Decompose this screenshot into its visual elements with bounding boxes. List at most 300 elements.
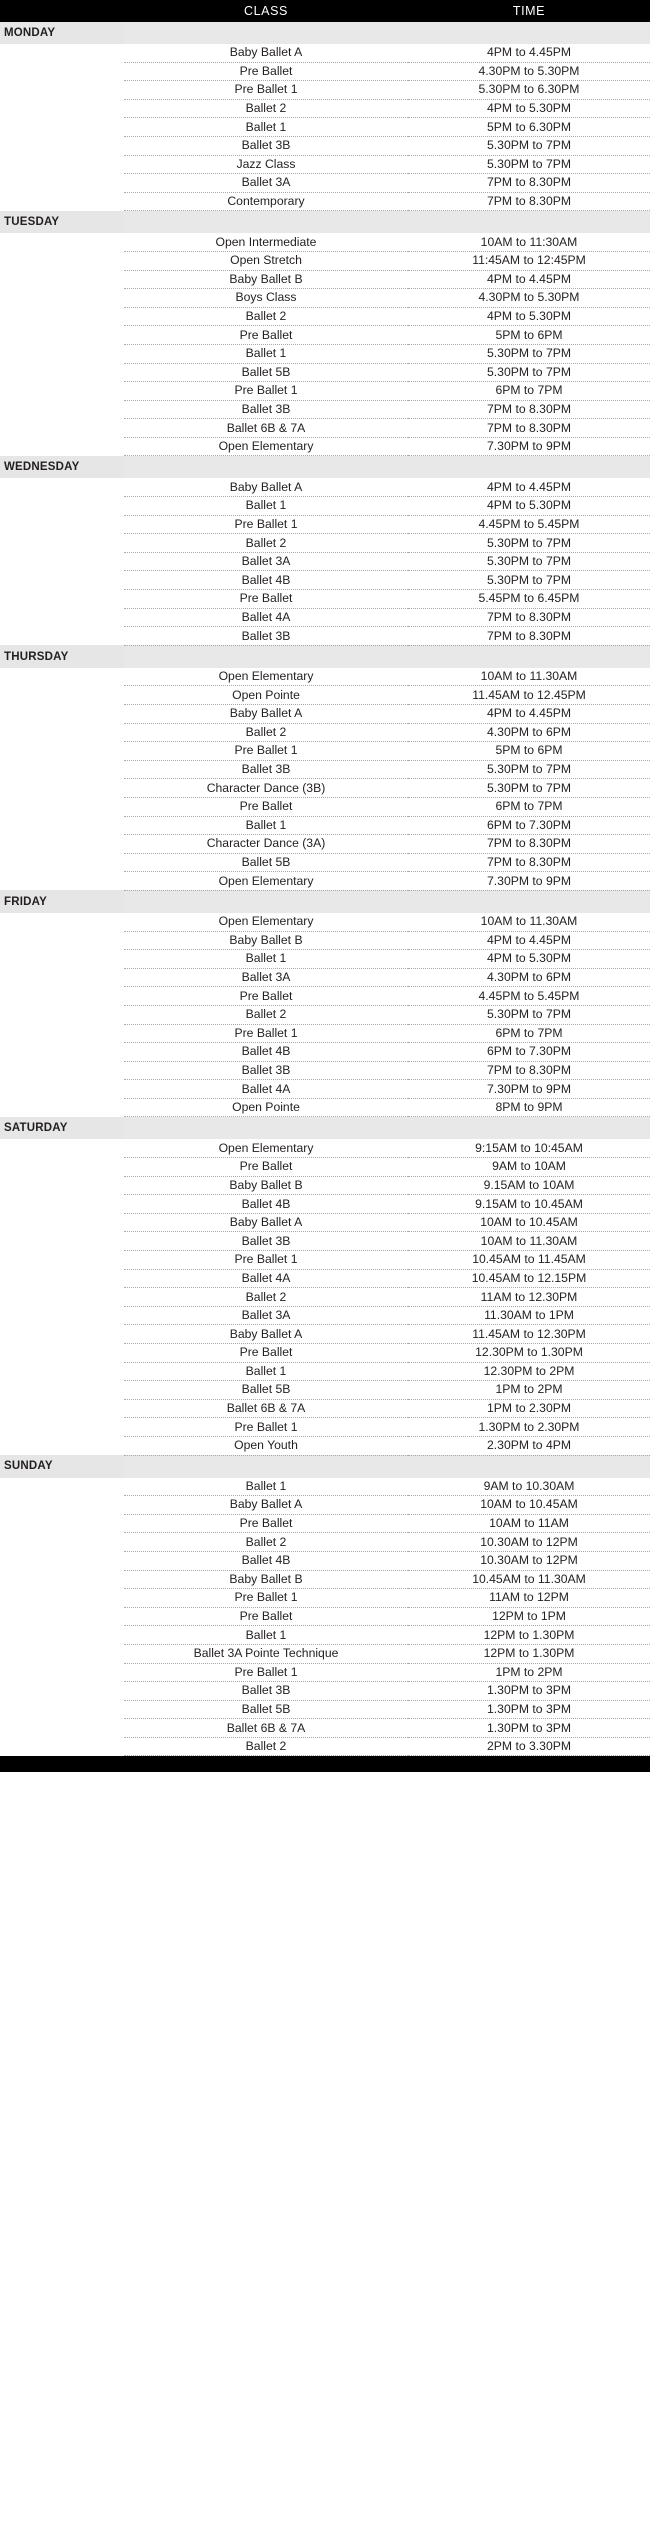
table-row: [0, 1626, 650, 1645]
table-row: [0, 1061, 650, 1080]
class-name-cell: Ballet 3B: [124, 1232, 408, 1251]
row-day-spacer: [0, 136, 124, 155]
class-time-cell: 4.45PM to 5.45PM: [408, 987, 650, 1006]
row-day-spacer: [0, 1269, 124, 1288]
class-name-cell: Baby Ballet B: [124, 270, 408, 289]
class-name-cell: Open Elementary: [124, 913, 408, 931]
class-time-cell: 4PM to 4.45PM: [408, 478, 650, 496]
row-day-spacer: [0, 571, 124, 590]
row-day-spacer: [0, 1024, 124, 1043]
class-name-cell: Baby Ballet A: [124, 705, 408, 724]
class-name-cell: Ballet 2: [124, 723, 408, 742]
table-row: [0, 1288, 650, 1307]
day-label: SUNDAY: [0, 1455, 124, 1478]
row-day-spacer: [0, 118, 124, 137]
class-name-cell: Ballet 4A: [124, 608, 408, 627]
row-day-spacer: [0, 1682, 124, 1701]
row-day-spacer: [0, 1325, 124, 1344]
day-band-time-fill: [408, 1455, 650, 1478]
row-day-spacer: [0, 950, 124, 969]
class-time-cell: 10AM to 11:30AM: [408, 233, 650, 251]
class-name-cell: Ballet 2: [124, 99, 408, 118]
class-time-cell: 7PM to 8.30PM: [408, 192, 650, 211]
row-day-spacer: [0, 1436, 124, 1455]
class-name-cell: Ballet 3A: [124, 1306, 408, 1325]
day-band-time-fill: [408, 1117, 650, 1140]
table-row: [0, 497, 650, 516]
class-time-cell: 10.45AM to 11.45AM: [408, 1251, 650, 1270]
class-name-cell: Ballet 3A: [124, 968, 408, 987]
class-name-cell: Ballet 4B: [124, 1195, 408, 1214]
class-name-cell: Ballet 2: [124, 307, 408, 326]
table-row: [0, 1139, 650, 1157]
class-name-cell: Baby Ballet A: [124, 1496, 408, 1515]
day-label: WEDNESDAY: [0, 456, 124, 479]
table-row: [0, 1024, 650, 1043]
class-name-cell: Ballet 3B: [124, 627, 408, 646]
table-row: [0, 233, 650, 251]
row-day-spacer: [0, 307, 124, 326]
table-row: [0, 1570, 650, 1589]
table-row: [0, 307, 650, 326]
class-time-cell: 5PM to 6PM: [408, 326, 650, 345]
row-day-spacer: [0, 1700, 124, 1719]
class-name-cell: Open Youth: [124, 1436, 408, 1455]
class-time-cell: 9:15AM to 10:45AM: [408, 1139, 650, 1157]
row-day-spacer: [0, 44, 124, 62]
class-time-cell: 5.30PM to 7PM: [408, 760, 650, 779]
class-time-cell: 11AM to 12PM: [408, 1589, 650, 1608]
class-time-cell: 10.45AM to 12.15PM: [408, 1269, 650, 1288]
row-day-spacer: [0, 363, 124, 382]
class-time-cell: 2PM to 3.30PM: [408, 1737, 650, 1756]
row-day-spacer: [0, 400, 124, 419]
class-time-cell: 4.30PM to 6PM: [408, 968, 650, 987]
table-row: [0, 1176, 650, 1195]
class-name-cell: Baby Ballet A: [124, 478, 408, 496]
class-time-cell: 10AM to 10.45AM: [408, 1213, 650, 1232]
table-row: [0, 118, 650, 137]
class-time-cell: 6PM to 7PM: [408, 1024, 650, 1043]
day-band-time-fill: [408, 645, 650, 668]
table-row: [0, 1306, 650, 1325]
class-time-cell: 5.45PM to 6.45PM: [408, 590, 650, 609]
class-time-cell: 10.30AM to 12PM: [408, 1551, 650, 1570]
class-name-cell: Ballet 3B: [124, 1061, 408, 1080]
column-header-day: [0, 0, 124, 22]
class-time-cell: 1PM to 2.30PM: [408, 1399, 650, 1418]
class-time-cell: 10.30AM to 12PM: [408, 1533, 650, 1552]
table-row: [0, 1478, 650, 1496]
class-time-cell: 2.30PM to 4PM: [408, 1436, 650, 1455]
day-label: FRIDAY: [0, 890, 124, 913]
class-time-cell: 5.30PM to 7PM: [408, 363, 650, 382]
row-day-spacer: [0, 1399, 124, 1418]
row-day-spacer: [0, 1362, 124, 1381]
class-time-cell: 7PM to 8.30PM: [408, 400, 650, 419]
class-name-cell: Pre Ballet 1: [124, 1418, 408, 1437]
table-row: [0, 1195, 650, 1214]
day-band-time-fill: [408, 456, 650, 479]
row-day-spacer: [0, 1381, 124, 1400]
class-time-cell: 11.30AM to 1PM: [408, 1306, 650, 1325]
table-row: [0, 1719, 650, 1738]
class-time-cell: 11:45AM to 12:45PM: [408, 251, 650, 270]
class-time-cell: 4.30PM to 6PM: [408, 723, 650, 742]
table-row: [0, 1399, 650, 1418]
class-time-cell: 7PM to 8.30PM: [408, 419, 650, 438]
class-name-cell: Ballet 2: [124, 1288, 408, 1307]
class-name-cell: Ballet 1: [124, 950, 408, 969]
table-row: [0, 1514, 650, 1533]
class-time-cell: 4PM to 4.45PM: [408, 270, 650, 289]
row-day-spacer: [0, 1344, 124, 1363]
class-name-cell: Pre Ballet 1: [124, 1589, 408, 1608]
row-day-spacer: [0, 779, 124, 798]
footer-row: [0, 1756, 650, 1773]
day-band-class-fill: [124, 456, 408, 479]
day-section-header: [0, 211, 650, 234]
table-row: [0, 81, 650, 100]
class-time-cell: 4PM to 4.45PM: [408, 44, 650, 62]
day-label: SATURDAY: [0, 1117, 124, 1140]
class-time-cell: 6PM to 7PM: [408, 382, 650, 401]
class-name-cell: Pre Ballet: [124, 1607, 408, 1626]
class-name-cell: Pre Ballet: [124, 797, 408, 816]
class-name-cell: Baby Ballet B: [124, 1570, 408, 1589]
class-name-cell: Boys Class: [124, 289, 408, 308]
class-name-cell: Pre Ballet 1: [124, 515, 408, 534]
class-time-cell: 1.30PM to 3PM: [408, 1719, 650, 1738]
day-band-class-fill: [124, 211, 408, 234]
row-day-spacer: [0, 816, 124, 835]
row-day-spacer: [0, 872, 124, 891]
class-name-cell: Baby Ballet A: [124, 44, 408, 62]
class-name-cell: Ballet 5B: [124, 1381, 408, 1400]
table-row: [0, 968, 650, 987]
class-time-cell: 5.30PM to 7PM: [408, 136, 650, 155]
class-time-cell: 6PM to 7PM: [408, 797, 650, 816]
class-time-cell: 9.15AM to 10.45AM: [408, 1195, 650, 1214]
day-band-class-fill: [124, 1455, 408, 1478]
table-row: [0, 1362, 650, 1381]
class-name-cell: Pre Ballet: [124, 1344, 408, 1363]
class-time-cell: 7PM to 8.30PM: [408, 174, 650, 193]
row-day-spacer: [0, 326, 124, 345]
class-name-cell: Ballet 5B: [124, 1700, 408, 1719]
table-row: [0, 478, 650, 496]
table-row: [0, 913, 650, 931]
class-name-cell: Ballet 4B: [124, 1551, 408, 1570]
class-time-cell: 5.30PM to 6.30PM: [408, 81, 650, 100]
row-day-spacer: [0, 1158, 124, 1177]
class-name-cell: Jazz Class: [124, 155, 408, 174]
class-time-cell: 10AM to 11.30AM: [408, 668, 650, 686]
class-time-cell: 7PM to 8.30PM: [408, 835, 650, 854]
class-time-cell: 10AM to 10.45AM: [408, 1496, 650, 1515]
row-day-spacer: [0, 1061, 124, 1080]
class-time-cell: 5.30PM to 7PM: [408, 534, 650, 553]
table-row: [0, 1381, 650, 1400]
class-name-cell: Ballet 1: [124, 1478, 408, 1496]
class-name-cell: Open Pointe: [124, 686, 408, 705]
class-time-cell: 12PM to 1PM: [408, 1607, 650, 1626]
row-day-spacer: [0, 797, 124, 816]
class-name-cell: Open Elementary: [124, 437, 408, 456]
table-row: [0, 760, 650, 779]
table-row: [0, 723, 650, 742]
class-time-cell: 12.30PM to 2PM: [408, 1362, 650, 1381]
day-band-class-fill: [124, 890, 408, 913]
class-name-cell: Pre Ballet 1: [124, 1024, 408, 1043]
day-band-time-fill: [408, 890, 650, 913]
row-day-spacer: [0, 251, 124, 270]
row-day-spacer: [0, 1496, 124, 1515]
table-row: [0, 872, 650, 891]
row-day-spacer: [0, 81, 124, 100]
class-name-cell: Baby Ballet A: [124, 1213, 408, 1232]
class-time-cell: 7PM to 8.30PM: [408, 1061, 650, 1080]
class-name-cell: Ballet 1: [124, 1362, 408, 1381]
class-time-cell: 1.30PM to 3PM: [408, 1682, 650, 1701]
row-day-spacer: [0, 1043, 124, 1062]
day-section-header: [0, 1455, 650, 1478]
row-day-spacer: [0, 1626, 124, 1645]
class-time-cell: 7PM to 8.30PM: [408, 627, 650, 646]
class-name-cell: Ballet 5B: [124, 853, 408, 872]
day-band-class-fill: [124, 22, 408, 44]
day-section-header: [0, 645, 650, 668]
class-time-cell: 12.30PM to 1.30PM: [408, 1344, 650, 1363]
row-day-spacer: [0, 552, 124, 571]
day-section-header: [0, 890, 650, 913]
day-band-class-fill: [124, 1117, 408, 1140]
table-row: [0, 1589, 650, 1608]
timetable-footer: [0, 1756, 650, 1773]
class-time-cell: 5.30PM to 7PM: [408, 155, 650, 174]
row-day-spacer: [0, 233, 124, 251]
class-time-cell: 4PM to 4.45PM: [408, 705, 650, 724]
table-row: [0, 853, 650, 872]
row-day-spacer: [0, 1644, 124, 1663]
table-row: [0, 950, 650, 969]
class-name-cell: Baby Ballet A: [124, 1325, 408, 1344]
row-day-spacer: [0, 627, 124, 646]
row-day-spacer: [0, 968, 124, 987]
class-time-cell: 5PM to 6PM: [408, 742, 650, 761]
footer-day-cell: [0, 1756, 124, 1773]
class-time-cell: 4PM to 5.30PM: [408, 99, 650, 118]
class-time-cell: 1PM to 2PM: [408, 1663, 650, 1682]
class-time-cell: 12PM to 1.30PM: [408, 1644, 650, 1663]
table-row: [0, 571, 650, 590]
row-day-spacer: [0, 1533, 124, 1552]
row-day-spacer: [0, 1080, 124, 1099]
class-name-cell: Ballet 6B & 7A: [124, 1399, 408, 1418]
row-day-spacer: [0, 590, 124, 609]
table-row: [0, 1663, 650, 1682]
row-day-spacer: [0, 289, 124, 308]
class-time-cell: 4PM to 5.30PM: [408, 497, 650, 516]
class-time-cell: 5.30PM to 7PM: [408, 1005, 650, 1024]
day-section-header: [0, 22, 650, 44]
class-time-cell: 12PM to 1.30PM: [408, 1626, 650, 1645]
table-row: [0, 931, 650, 950]
class-time-cell: 10AM to 11AM: [408, 1514, 650, 1533]
row-day-spacer: [0, 931, 124, 950]
class-time-cell: 4PM to 4.45PM: [408, 931, 650, 950]
day-section-header: [0, 456, 650, 479]
row-day-spacer: [0, 742, 124, 761]
class-name-cell: Character Dance (3B): [124, 779, 408, 798]
table-row: [0, 742, 650, 761]
table-row: [0, 1043, 650, 1062]
row-day-spacer: [0, 1232, 124, 1251]
day-label: MONDAY: [0, 22, 124, 44]
timetable-header: [0, 0, 650, 22]
footer-time-cell: [408, 1756, 650, 1773]
table-row: [0, 668, 650, 686]
class-name-cell: Open Pointe: [124, 1098, 408, 1117]
day-section-header: [0, 1117, 650, 1140]
table-row: [0, 686, 650, 705]
class-name-cell: Pre Ballet: [124, 987, 408, 1006]
class-time-cell: 1.30PM to 3PM: [408, 1700, 650, 1719]
class-name-cell: Ballet 2: [124, 1533, 408, 1552]
day-band-time-fill: [408, 22, 650, 44]
table-row: [0, 1269, 650, 1288]
table-row: [0, 1098, 650, 1117]
row-day-spacer: [0, 1139, 124, 1157]
class-name-cell: Pre Ballet 1: [124, 1663, 408, 1682]
class-name-cell: Ballet 3A: [124, 552, 408, 571]
table-row: [0, 816, 650, 835]
day-band-class-fill: [124, 645, 408, 668]
table-row: [0, 437, 650, 456]
class-time-cell: 11AM to 12.30PM: [408, 1288, 650, 1307]
class-name-cell: Ballet 2: [124, 1005, 408, 1024]
table-row: [0, 705, 650, 724]
day-label: TUESDAY: [0, 211, 124, 234]
row-day-spacer: [0, 1719, 124, 1738]
class-time-cell: 5.30PM to 7PM: [408, 344, 650, 363]
class-name-cell: Pre Ballet 1: [124, 81, 408, 100]
class-time-cell: 4PM to 5.30PM: [408, 950, 650, 969]
table-row: [0, 797, 650, 816]
row-day-spacer: [0, 705, 124, 724]
class-name-cell: Pre Ballet 1: [124, 382, 408, 401]
class-name-cell: Ballet 4B: [124, 1043, 408, 1062]
class-time-cell: 6PM to 7.30PM: [408, 1043, 650, 1062]
class-name-cell: Pre Ballet: [124, 62, 408, 81]
row-day-spacer: [0, 723, 124, 742]
row-day-spacer: [0, 1176, 124, 1195]
class-time-cell: 4.30PM to 5.30PM: [408, 62, 650, 81]
row-day-spacer: [0, 1213, 124, 1232]
table-row: [0, 1344, 650, 1363]
row-day-spacer: [0, 1551, 124, 1570]
table-row: [0, 987, 650, 1006]
class-name-cell: Open Elementary: [124, 668, 408, 686]
row-day-spacer: [0, 668, 124, 686]
row-day-spacer: [0, 608, 124, 627]
row-day-spacer: [0, 1514, 124, 1533]
table-row: [0, 251, 650, 270]
class-time-cell: 8PM to 9PM: [408, 1098, 650, 1117]
table-row: [0, 835, 650, 854]
table-row: [0, 627, 650, 646]
class-time-cell: 7PM to 8.30PM: [408, 608, 650, 627]
table-row: [0, 382, 650, 401]
row-day-spacer: [0, 1737, 124, 1756]
timetable-body: [0, 22, 650, 1756]
row-day-spacer: [0, 419, 124, 438]
table-row: [0, 174, 650, 193]
class-name-cell: Ballet 3A Pointe Technique: [124, 1644, 408, 1663]
row-day-spacer: [0, 1478, 124, 1496]
row-day-spacer: [0, 382, 124, 401]
table-row: [0, 136, 650, 155]
class-name-cell: Ballet 3B: [124, 1682, 408, 1701]
table-row: [0, 1158, 650, 1177]
class-name-cell: Ballet 3B: [124, 136, 408, 155]
class-time-cell: 7.30PM to 9PM: [408, 872, 650, 891]
class-name-cell: Contemporary: [124, 192, 408, 211]
class-name-cell: Ballet 1: [124, 118, 408, 137]
class-name-cell: Ballet 1: [124, 816, 408, 835]
table-row: [0, 1436, 650, 1455]
table-row: [0, 590, 650, 609]
class-name-cell: Baby Ballet B: [124, 1176, 408, 1195]
table-row: [0, 99, 650, 118]
class-name-cell: Ballet 4A: [124, 1269, 408, 1288]
class-name-cell: Ballet 4B: [124, 571, 408, 590]
table-row: [0, 192, 650, 211]
row-day-spacer: [0, 987, 124, 1006]
table-row: [0, 534, 650, 553]
table-row: [0, 515, 650, 534]
table-row: [0, 1325, 650, 1344]
column-header-time: TIME: [408, 0, 650, 22]
class-name-cell: Ballet 2: [124, 1737, 408, 1756]
row-day-spacer: [0, 1570, 124, 1589]
table-row: [0, 1700, 650, 1719]
day-band-time-fill: [408, 211, 650, 234]
class-time-cell: 5PM to 6.30PM: [408, 118, 650, 137]
table-row: [0, 44, 650, 62]
class-time-cell: 10AM to 11.30AM: [408, 913, 650, 931]
row-day-spacer: [0, 1288, 124, 1307]
table-row: [0, 62, 650, 81]
class-name-cell: Open Elementary: [124, 1139, 408, 1157]
row-day-spacer: [0, 686, 124, 705]
class-time-cell: 4.45PM to 5.45PM: [408, 515, 650, 534]
row-day-spacer: [0, 1607, 124, 1626]
table-row: [0, 289, 650, 308]
row-day-spacer: [0, 1418, 124, 1437]
column-header-class: CLASS: [124, 0, 408, 22]
class-name-cell: Ballet 1: [124, 497, 408, 516]
class-time-cell: 5.30PM to 7PM: [408, 571, 650, 590]
class-time-cell: 6PM to 7.30PM: [408, 816, 650, 835]
row-day-spacer: [0, 1195, 124, 1214]
table-row: [0, 326, 650, 345]
row-day-spacer: [0, 534, 124, 553]
class-name-cell: Ballet 6B & 7A: [124, 1719, 408, 1738]
row-day-spacer: [0, 497, 124, 516]
row-day-spacer: [0, 192, 124, 211]
table-row: [0, 1607, 650, 1626]
